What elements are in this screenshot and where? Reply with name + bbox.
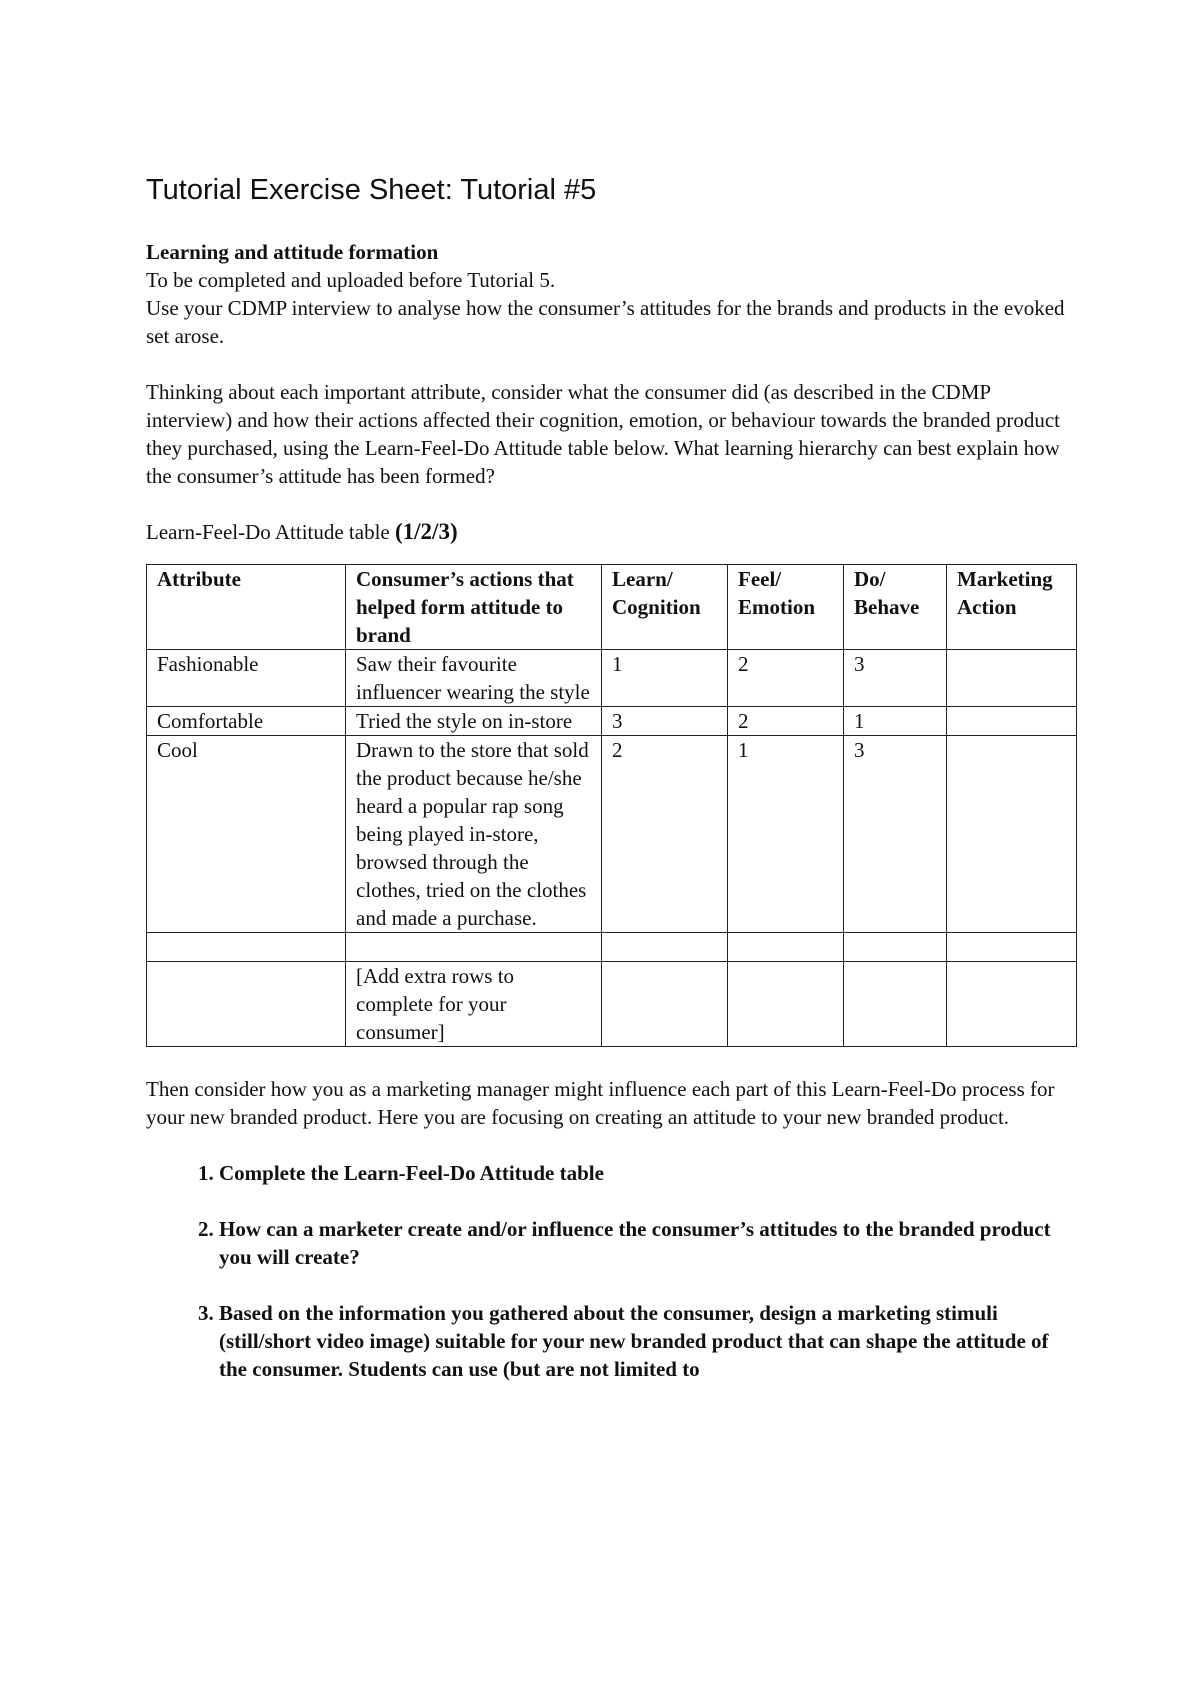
learn-feel-do-table [146, 564, 1077, 1047]
question-item: 2. How can a marketer create and/or influence the consumer’s attitudes to the branded product you will create? [219, 1215, 1076, 1271]
cell-learn: 1 [602, 650, 728, 707]
section-heading: Learning and attitude formation [146, 240, 439, 264]
cell-actions: Tried the style on in-store [346, 707, 602, 736]
cell-marketing-action [947, 962, 1077, 1047]
cell-attribute: Comfortable [147, 707, 346, 736]
header-marketing-action: Marketing Action [947, 565, 1077, 650]
cell-do: 1 [844, 707, 947, 736]
cell-marketing-action [947, 707, 1077, 736]
cell-do: 3 [844, 650, 947, 707]
intro-line: To be completed and uploaded before Tutorial 5. [146, 268, 556, 292]
table-row [147, 707, 1077, 736]
intro-paragraph: Use your CDMP interview to analyse how the consumer’s attitudes for the brands and products in the evoked set arose. [146, 296, 1065, 348]
cell-attribute: Fashionable [147, 650, 346, 707]
cell-learn [602, 933, 728, 962]
header-feel: Feel/ Emotion [728, 565, 844, 650]
table-caption-code: (1/2/3) [395, 519, 458, 544]
question-item: 3. Based on the information you gathered about the consumer, design a marketing stimuli (still/short video image) suitable for your new branded product that can shape the attitude of the consumer. Students can use (but are not limited to [219, 1299, 1076, 1383]
cell-feel: 1 [728, 736, 844, 933]
cell-actions [346, 933, 602, 962]
header-consumer-actions: Consumer’s actions that helped form attitude to brand [346, 565, 602, 650]
instructions-paragraph: Thinking about each important attribute, consider what the consumer did (as described in the CDMP interview) and how their actions affected their cognition, emotion, or behaviour towards the branded product they purchased, using the Learn-Feel-Do Attitude table below. What learning hierarchy can best explain how the consumer’s attitude has been formed? [146, 380, 1060, 488]
table-row [147, 650, 1077, 707]
cell-feel [728, 962, 844, 1047]
table-row [147, 962, 1077, 1047]
cell-actions: [Add extra rows to complete for your consumer] [346, 962, 602, 1047]
cell-marketing-action [947, 736, 1077, 933]
cell-marketing-action [947, 650, 1077, 707]
cell-learn: 3 [602, 707, 728, 736]
cell-do: 3 [844, 736, 947, 933]
table-row [147, 933, 1077, 962]
cell-attribute [147, 962, 346, 1047]
cell-do [844, 962, 947, 1047]
header-attribute: Attribute [147, 565, 346, 650]
cell-do [844, 933, 947, 962]
cell-learn [602, 962, 728, 1047]
cell-marketing-action [947, 933, 1077, 962]
table-caption-text: Learn-Feel-Do Attitude table [146, 520, 390, 544]
question-item: 1. Complete the Learn-Feel-Do Attitude table [219, 1159, 1076, 1187]
table-caption [146, 518, 1076, 546]
cell-actions: Drawn to the store that sold the product because he/she heard a popular rap song being played in-store, browsed through the clothes, tried on the clothes and made a purchase. [346, 736, 602, 933]
question-list [146, 1159, 1076, 1383]
header-learn: Learn/ Cognition [602, 565, 728, 650]
cell-attribute: Cool [147, 736, 346, 933]
document-page [146, 150, 1076, 1411]
table-header-row [147, 565, 1077, 650]
cell-feel: 2 [728, 650, 844, 707]
cell-feel [728, 933, 844, 962]
cell-feel: 2 [728, 707, 844, 736]
cell-attribute [147, 933, 346, 962]
cell-actions: Saw their favourite influencer wearing the style [346, 650, 602, 707]
page-title: Tutorial Exercise Sheet: Tutorial #5 [146, 174, 597, 206]
table-row [147, 736, 1077, 933]
cell-learn: 2 [602, 736, 728, 933]
marketing-manager-paragraph: Then consider how you as a marketing manager might influence each part of this Learn-Feel-Do process for your new branded product. Here you are focusing on creating an attitude to your new branded product. [146, 1077, 1055, 1129]
header-do: Do/ Behave [844, 565, 947, 650]
